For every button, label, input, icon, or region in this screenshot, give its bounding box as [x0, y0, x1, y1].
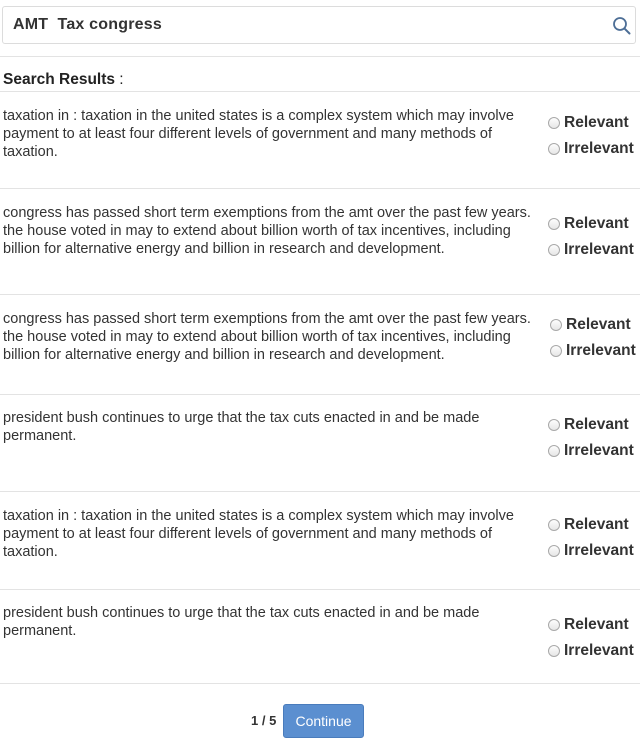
- irrelevant-radio[interactable]: [548, 445, 560, 457]
- results-list: [0, 91, 640, 684]
- result-text: congress has passed short term exemptions from the amt over the past few years. the house voted in may to extend about billion worth of tax incentives, including billion for alternative energy and billion in research and development.: [3, 205, 531, 257]
- results-heading: [3, 71, 124, 89]
- relevant-option[interactable]: [548, 512, 640, 538]
- relevant-label: Relevant: [564, 416, 629, 433]
- relevance-options: [548, 612, 640, 664]
- relevant-radio[interactable]: [548, 117, 560, 129]
- results-heading-label: Search Results: [3, 71, 115, 88]
- irrelevant-radio[interactable]: [548, 645, 560, 657]
- search-input[interactable]: [3, 7, 593, 43]
- irrelevant-label: Irrelevant: [564, 642, 634, 659]
- irrelevant-label: Irrelevant: [564, 241, 634, 258]
- relevant-option[interactable]: [548, 110, 640, 136]
- irrelevant-radio[interactable]: [550, 345, 562, 357]
- result-text: taxation in : taxation in the united states is a complex system which may involve payment to at least four different levels of government and many methods of taxation.: [3, 508, 514, 560]
- relevance-options: [548, 512, 640, 564]
- result-item: [0, 394, 640, 491]
- relevant-label: Relevant: [564, 215, 629, 232]
- result-item: [0, 188, 640, 294]
- result-text: president bush continues to urge that the tax cuts enacted in and be made permanent.: [3, 605, 480, 639]
- top-divider: [0, 56, 640, 57]
- results-heading-suffix: :: [115, 71, 124, 88]
- continue-button[interactable]: Continue: [283, 704, 364, 738]
- relevant-radio[interactable]: [548, 519, 560, 531]
- irrelevant-label: Irrelevant: [564, 140, 634, 157]
- footer-divider: [0, 683, 640, 684]
- relevant-label: Relevant: [564, 616, 629, 633]
- search-box: [2, 6, 636, 44]
- page-indicator: 1 / 5: [251, 713, 277, 728]
- relevant-label: Relevant: [566, 316, 631, 333]
- irrelevant-option[interactable]: [548, 237, 640, 263]
- result-text: president bush continues to urge that the tax cuts enacted in and be made permanent.: [3, 410, 480, 444]
- result-text: taxation in : taxation in the united states is a complex system which may involve payment to at least four different levels of government and many methods of taxation.: [3, 108, 514, 160]
- relevance-options: [548, 412, 640, 464]
- relevant-option[interactable]: [548, 211, 640, 237]
- result-item: [0, 294, 640, 394]
- irrelevant-option[interactable]: [548, 538, 640, 564]
- relevant-label: Relevant: [564, 516, 629, 533]
- irrelevant-option[interactable]: [548, 438, 640, 464]
- irrelevant-option[interactable]: [548, 638, 640, 664]
- relevant-option[interactable]: [548, 612, 640, 638]
- search-icon[interactable]: [612, 16, 632, 36]
- result-item: [0, 589, 640, 684]
- irrelevant-label: Irrelevant: [564, 442, 634, 459]
- irrelevant-option[interactable]: [550, 338, 640, 364]
- irrelevant-label: Irrelevant: [564, 542, 634, 559]
- irrelevant-label: Irrelevant: [566, 342, 636, 359]
- relevant-option[interactable]: [548, 412, 640, 438]
- relevant-radio[interactable]: [550, 319, 562, 331]
- relevant-radio[interactable]: [548, 619, 560, 631]
- result-item: [0, 91, 640, 188]
- relevance-options: [550, 312, 640, 364]
- irrelevant-radio[interactable]: [548, 244, 560, 256]
- result-text: congress has passed short term exemptions from the amt over the past few years. the house voted in may to extend about billion worth of tax incentives, including billion for alternative energy and billion in research and development.: [3, 311, 531, 363]
- irrelevant-radio[interactable]: [548, 545, 560, 557]
- relevance-options: [548, 211, 640, 263]
- relevant-radio[interactable]: [548, 218, 560, 230]
- irrelevant-radio[interactable]: [548, 143, 560, 155]
- relevant-radio[interactable]: [548, 419, 560, 431]
- relevance-options: [548, 110, 640, 162]
- relevant-label: Relevant: [564, 114, 629, 131]
- irrelevant-option[interactable]: [548, 136, 640, 162]
- relevant-option[interactable]: [550, 312, 640, 338]
- result-item: [0, 491, 640, 589]
